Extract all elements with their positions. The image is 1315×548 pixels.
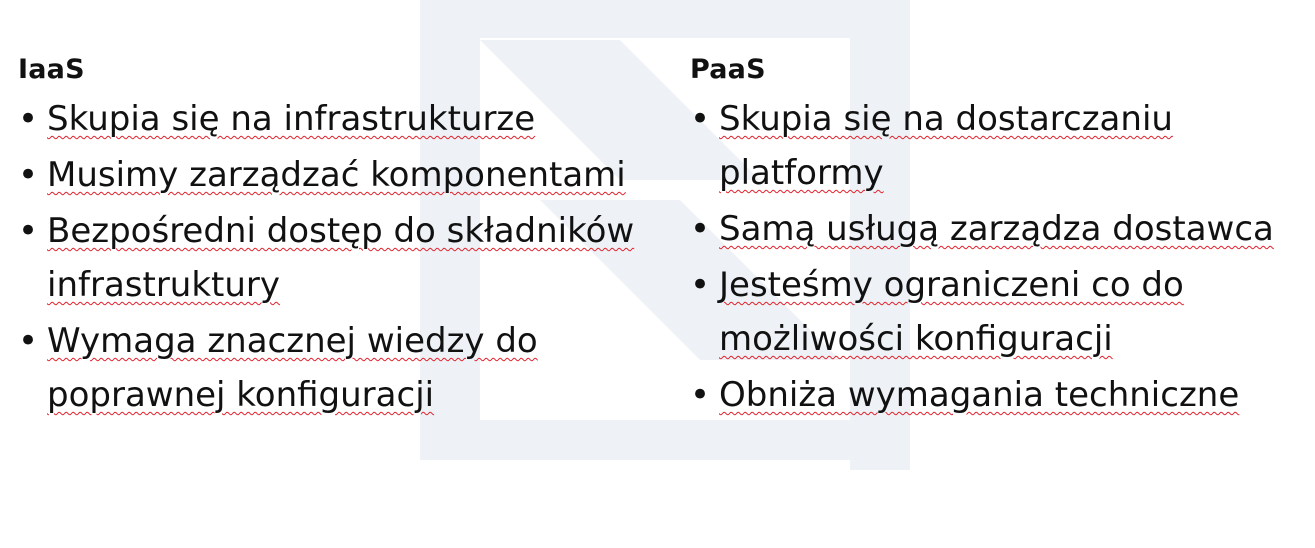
bullet-icon: • — [18, 155, 39, 195]
list-item — [18, 314, 638, 422]
list-item-text: Obniża wymagania techniczne — [719, 375, 1240, 415]
list-item-text: Skupia się na infrastrukturze — [47, 99, 536, 139]
paas-title: PaaS — [690, 54, 766, 85]
bullet-icon: • — [690, 265, 711, 305]
list-item — [690, 258, 1310, 366]
list-item-text: Bezpośredni dostęp do składników infrastruktury — [47, 211, 635, 305]
list-item — [18, 148, 638, 202]
list-item — [690, 92, 1310, 200]
list-item-text: Samą usługą zarządza dostawca — [719, 209, 1274, 249]
paas-column — [690, 52, 1310, 424]
list-item — [690, 368, 1310, 422]
iaas-list — [18, 92, 638, 422]
bullet-icon: • — [18, 321, 39, 361]
list-item-text: Skupia się na dostarczaniu platformy — [719, 99, 1173, 193]
list-item-text: Musimy zarządzać komponentami — [47, 155, 626, 195]
iaas-column — [18, 52, 638, 424]
list-item — [18, 92, 638, 146]
list-item — [690, 202, 1310, 256]
list-item — [18, 204, 638, 312]
iaas-title: IaaS — [18, 54, 85, 85]
bullet-icon: • — [18, 211, 39, 251]
bullet-icon: • — [690, 99, 711, 139]
bullet-icon: • — [18, 99, 39, 139]
list-item-text: Wymaga znacznej wiedzy do poprawnej konfiguracji — [47, 321, 538, 415]
list-item-text: Jesteśmy ograniczeni co do możliwości konfiguracji — [719, 265, 1184, 359]
bullet-icon: • — [690, 375, 711, 415]
bullet-icon: • — [690, 209, 711, 249]
paas-list — [690, 92, 1310, 422]
